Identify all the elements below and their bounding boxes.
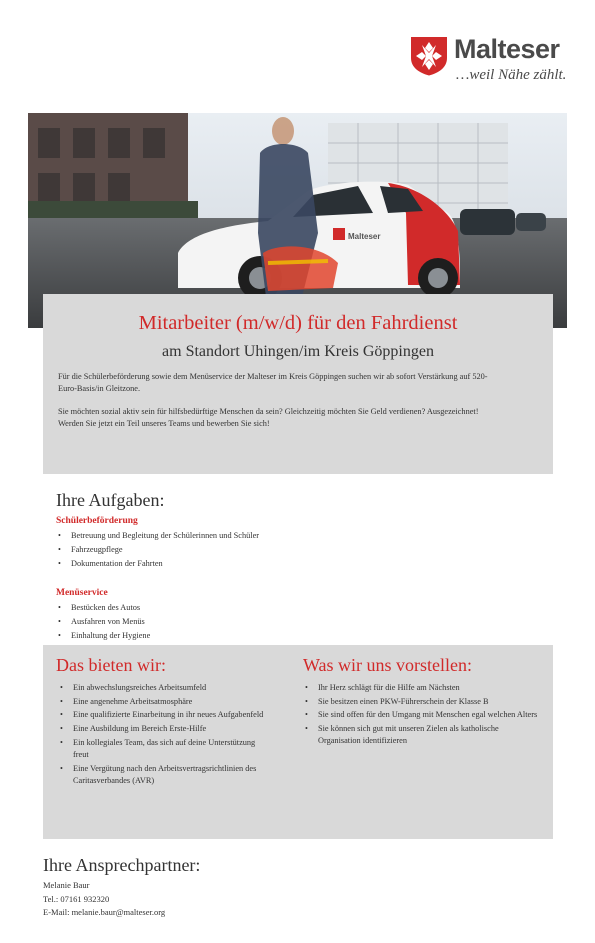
car-logo-text: Malteser (348, 232, 381, 241)
offers-list (58, 682, 268, 789)
contact-heading: Ihre Ansprechpartner: (43, 855, 201, 875)
malteser-cross-icon (410, 36, 448, 76)
list-item: • Einhaltung der Hygiene (56, 629, 456, 643)
intro-paragraph: Für die Schülerbeförderung sowie dem Menüservice der Malteser im Kreis Göppingen suchen wir ab sofort Verstärkung auf 520-Euro-Basis/in Gleitzone. (58, 372, 488, 393)
list-item: • Eine Ausbildung im Bereich Erste-Hilfe (58, 723, 268, 735)
list-item: • Bestücken des Autos (56, 601, 456, 615)
malteser-logo (410, 36, 570, 92)
list-item: • Ausfahren von Menüs (56, 615, 456, 629)
intro-paragraph: Sie möchten sozial aktiv sein für hilfsbedürftige Menschen da sein? Gleichzeitig möchten Sie Geld verdienen? Ausgezeichnet! Werden Sie jetzt ein Teil unseres Teams und bewerben Sie sich! (58, 407, 479, 428)
list-item: • Eine Vergütung nach den Arbeitsvertragsrichtlinien des Caritasverbandes (AVR) (58, 763, 268, 787)
contact-name: Melanie Baur (43, 880, 90, 890)
list-item: • Sie besitzen einen PKW-Führerschein der Klasse B (303, 696, 543, 708)
list-item: • Sie sind offen für den Umgang mit Menschen egal welchen Alters (303, 709, 543, 721)
contact-phone: Tel.: 07161 932320 (43, 894, 110, 904)
logo-name: Malteser (454, 34, 560, 64)
list-item: • Dokumentation der Fahrten (56, 557, 456, 571)
tasks-heading: Ihre Aufgaben: (56, 490, 165, 510)
offers-box (43, 645, 553, 839)
expectations-list (303, 682, 543, 749)
list-item: • Ein kollegiales Team, das sich auf deine Unterstützung freut (58, 737, 268, 761)
logo-tagline: …weil Nähe zählt. (456, 67, 567, 83)
list-item: • Ein abwechslungsreiches Arbeitsumfeld (58, 682, 268, 694)
list-item: • Eine qualifizierte Einarbeitung in ihr neues Aufgabenfeld (58, 709, 268, 721)
list-item: • Sie können sich gut mit unseren Zielen als katholische Organisation identifizieren (303, 723, 543, 747)
list-item: • Eine angenehme Arbeitsatmosphäre (58, 696, 268, 708)
offers-heading: Das bieten wir: (56, 655, 166, 675)
list-item: • Fahrzeugpflege (56, 543, 456, 557)
tasks-list (56, 601, 456, 642)
tasks-subheading: Schülerbeförderung (56, 516, 138, 526)
expectations-heading: Was wir uns vorstellen: (303, 655, 473, 675)
list-item: • Betreuung und Begleitung der Schülerinnen und Schüler (56, 529, 456, 543)
intro-box (43, 294, 553, 474)
list-item: • Ihr Herz schlägt für die Hilfe am Nächsten (303, 682, 543, 694)
tasks-subheading: Menüservice (56, 588, 108, 598)
job-title: Mitarbeiter (m/w/d) für den Fahrdienst (138, 312, 458, 334)
contact-email[interactable]: E-Mail: melanie.baur@malteser.org (43, 907, 166, 917)
job-location: am Standort Uhingen/im Kreis Göppingen (162, 343, 434, 360)
tasks-list (56, 529, 456, 570)
